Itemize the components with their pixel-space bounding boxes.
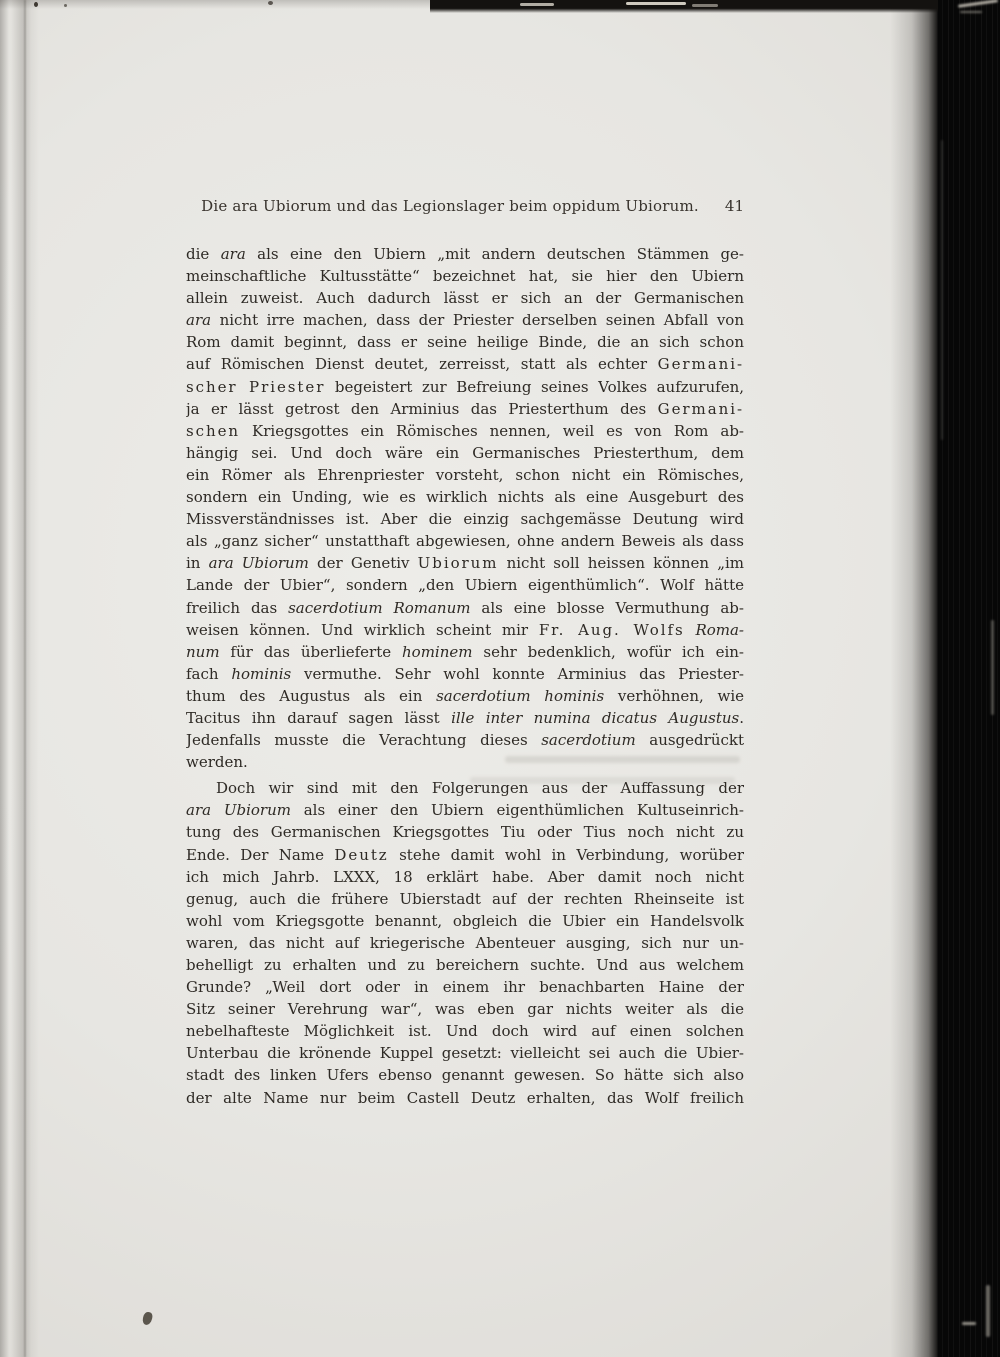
book-binding-edge [937,0,1000,1357]
text-line: Lande der Ubier“, sondern „den Ubiern eigenthümlich“. Wolf hätte [186,576,744,595]
page-edge-mark [958,0,998,8]
text-line: der alte Name nur beim Castell Deutz erhalten, das Wolf freilich [186,1088,744,1107]
text-line: num für das überlieferte hominem sehr bedenklich, wofür ich ein- [186,642,744,661]
page-edge-mark [962,1322,976,1325]
text-line: Ende. Der Name Deutz stehe damit wohl in Verbindung, worüber [186,845,744,864]
text-line: wohl vom Kriegsgotte benannt, obgleich die Ubier ein Handelsvolk [186,911,744,930]
text-line: fach hominis vermuthe. Sehr wohl konnte Arminius das Priester- [186,664,744,683]
text-line: Doch wir sind mit den Folgerungen aus der Auffassung der [216,779,744,798]
text-line: Grunde? „Weil dort oder in einem ihr benachbarten Haine der [186,978,744,997]
text-line: hängig sei. Und doch wäre ein Germanisches Priesterthum, dem [186,443,744,462]
text-line: thum des Augustus als ein sacerdotium hominis verhöhnen, wie [186,686,744,705]
text-line: ich mich Jahrb. LXXX, 18 erklärt habe. Aber damit noch nicht [186,867,744,886]
text-line: Jedenfalls musste die Verachtung dieses sacerdotium ausgedrückt [186,731,744,750]
paper-speck [64,4,67,7]
text-line: schen Kriegsgottes ein Römisches nennen, weil es von Rom ab- [186,421,744,440]
page-number: 41 [724,197,744,215]
page-edge-mark [626,2,686,5]
page-left-edge-shadow [0,0,9,1357]
page-edge-mark [986,1285,990,1337]
page-edge-mark [692,4,718,7]
text-body [186,243,744,1109]
text-line: als „ganz sicher“ unstatthaft abgewiesen, ohne andern Beweis als dass [186,532,744,551]
text-line: Tacitus ihn darauf sagen lässt ille inter numina dicatus Augustus. [186,708,744,727]
paragraph [186,243,744,773]
text-line: ein Römer als Ehrenpriester vorsteht, schon nicht ein Römisches, [186,465,744,484]
text-line: waren, das nicht auf kriegerische Abenteuer ausging, sich nur un- [186,933,744,952]
page-edge-mark [991,620,994,715]
text-line: sondern ein Unding, wie es wirklich nichts als eine Ausgeburt des [186,488,744,507]
text-line: Unterbau die krönende Kuppel gesetzt: vielleicht sei auch die Ubier- [186,1044,744,1063]
running-head-title: Die ara Ubiorum und das Legionslager beim oppidum Ubiorum. [201,197,699,215]
paper-speck [34,2,38,7]
text-line: weisen können. Und wirklich scheint mir Fr. Aug. Wolfs Roma- [186,620,744,639]
text-line: behelligt zu erhalten und zu bereichern suchte. Und aus welchem [186,956,744,974]
text-line: freilich das sacerdotium Romanum als eine blosse Vermuthung ab- [186,598,744,617]
text-line: werden. [186,753,248,772]
top-page-edges [430,0,938,13]
text-line: Missverständnisses ist. Aber die einzig sachgemässe Deutung wird [186,510,744,529]
text-line: scher Priester begeistert zur Befreiung seines Volkes aufzurufen, [186,377,744,396]
text-line: tung des Germanischen Kriegsgottes Tiu oder Tius noch nicht zu [186,823,744,842]
text-line: in ara Ubiorum der Genetiv Ubiorum nicht soll heissen können „im [186,554,744,573]
gutter-fold-line [24,0,26,1357]
text-line: ara nicht irre machen, dass der Priester derselben seinen Abfall von [186,311,744,330]
text-line: Sitz seiner Verehrung war“, was eben gar nichts weiter als die [186,1000,744,1019]
text-line: Rom damit beginnt, dass er seine heilige Binde, die an sich schon [186,333,744,352]
running-head [186,197,744,217]
text-line: meinschaftliche Kultusstätte“ bezeichnet hat, sie hier den Ubiern [186,267,744,286]
paper-ink-mark [142,1311,154,1326]
page-edge-mark [520,3,554,6]
text-line: die ara als eine den Ubiern „mit andern deutschen Stämmen ge- [186,245,744,263]
page-edge-mark [941,140,943,440]
paper-speck [268,1,273,5]
paragraph [186,777,744,1108]
text-column [186,197,744,1109]
page-curl-shadow [890,0,938,1357]
text-line: nebelhafteste Möglichkeit ist. Und doch wird auf einen solchen [186,1022,744,1041]
text-line: auf Römischen Dienst deutet, zerreisst, statt als echter Germani- [186,355,744,374]
text-line: ja er lässt getrost den Arminius das Priesterthum des Germani- [186,399,744,418]
page-edge-mark [960,11,982,13]
text-line: genug, auch die frühere Ubierstadt auf der rechten Rheinseite ist [186,889,744,908]
text-line: allein zuweist. Auch dadurch lässt er sich an der Germanischen [186,289,744,308]
text-line: stadt des linken Ufers ebenso genannt gewesen. So hätte sich also [186,1066,744,1085]
text-line: ara Ubiorum als einer den Ubiern eigenthümlichen Kultuseinrich- [186,801,744,820]
